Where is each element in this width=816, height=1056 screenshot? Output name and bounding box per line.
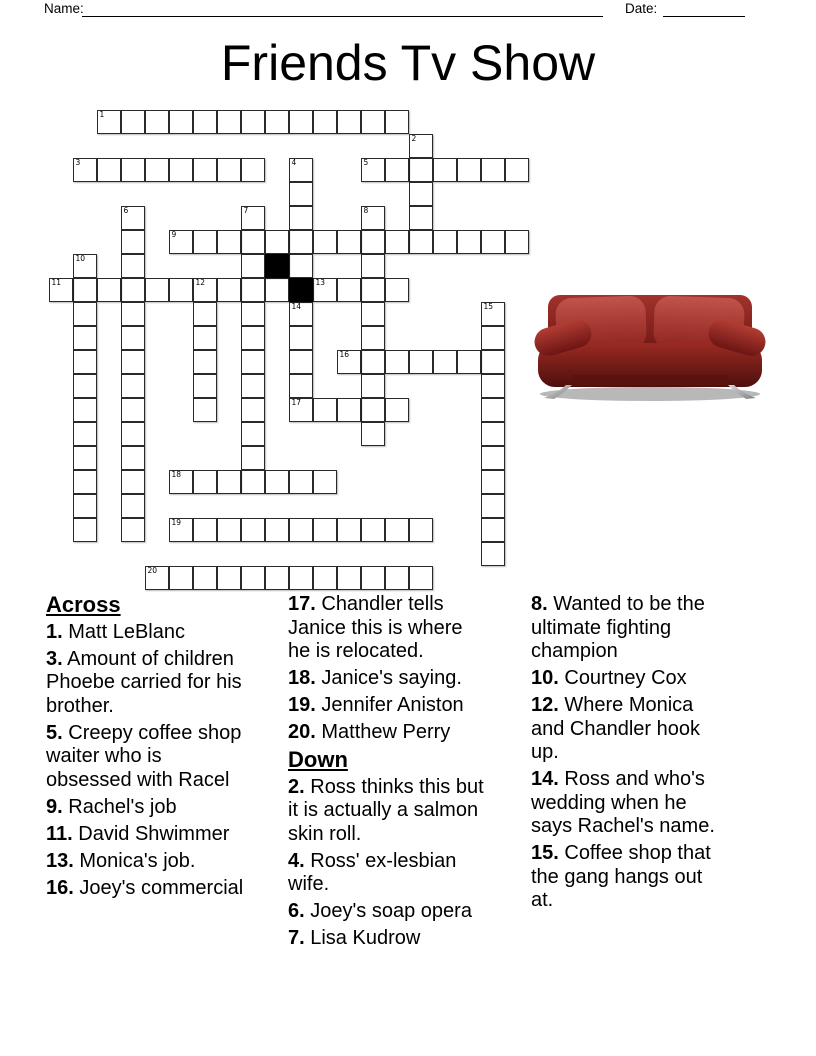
clue-item <box>46 722 246 793</box>
grid-cell[interactable] <box>73 302 97 326</box>
clue-number: 7. <box>288 927 305 949</box>
grid-cell[interactable] <box>121 494 145 518</box>
name-label: Name: <box>44 1 84 16</box>
grid-cell[interactable] <box>241 422 265 446</box>
grid-cell[interactable] <box>313 230 337 254</box>
grid-cell[interactable] <box>73 326 97 350</box>
grid-cell[interactable] <box>193 278 217 302</box>
grid-cell[interactable] <box>265 566 289 590</box>
grid-cell[interactable] <box>481 350 505 374</box>
grid-cell[interactable] <box>337 110 361 134</box>
clue-item <box>46 877 246 901</box>
grid-cell[interactable] <box>385 398 409 422</box>
clue-item <box>46 850 246 874</box>
clue-number: 6. <box>288 900 305 922</box>
grid-cell[interactable] <box>289 302 313 326</box>
grid-cell[interactable] <box>193 566 217 590</box>
grid-cell[interactable] <box>193 230 217 254</box>
grid-cell[interactable] <box>481 302 505 326</box>
grid-cell[interactable] <box>217 110 241 134</box>
grid-cell[interactable] <box>121 446 145 470</box>
clue-number: 2. <box>288 775 305 798</box>
grid-cell[interactable] <box>409 230 433 254</box>
clue-item <box>46 648 246 719</box>
clue-text: Wanted to be the ultimate fighting champion <box>531 593 705 662</box>
grid-cell[interactable] <box>385 278 409 302</box>
grid-cell[interactable] <box>313 398 337 422</box>
grid-cell[interactable] <box>289 158 313 182</box>
grid-cell[interactable] <box>337 398 361 422</box>
cell-number: 17 <box>291 398 302 407</box>
grid-cell[interactable] <box>169 230 193 254</box>
grid-cell[interactable] <box>121 326 145 350</box>
grid-cell[interactable] <box>241 158 265 182</box>
grid-cell[interactable] <box>289 470 313 494</box>
grid-cell[interactable] <box>97 278 121 302</box>
grid-cell[interactable] <box>265 110 289 134</box>
grid-cell[interactable] <box>73 422 97 446</box>
clue-text: Lisa Kudrow <box>304 927 421 949</box>
grid-cell[interactable] <box>361 158 385 182</box>
grid-cell[interactable] <box>481 326 505 350</box>
clue-text: Ross and who's wedding when he says Rachel's name. <box>531 768 715 837</box>
black-cell <box>265 254 289 278</box>
clues-column-3 <box>531 593 727 916</box>
grid-cell[interactable] <box>241 302 265 326</box>
grid-cell[interactable] <box>97 110 121 134</box>
grid-cell[interactable] <box>361 566 385 590</box>
grid-cell[interactable] <box>409 158 433 182</box>
clue-number: 14. <box>531 768 559 790</box>
cell-number: 4 <box>291 158 297 167</box>
grid-cell[interactable] <box>481 230 505 254</box>
grid-cell[interactable] <box>505 230 529 254</box>
clue-text: Monica's job. <box>73 849 196 872</box>
clue-item <box>531 667 727 691</box>
grid-cell[interactable] <box>121 374 145 398</box>
grid-cell[interactable] <box>409 350 433 374</box>
clue-item <box>288 694 490 718</box>
clue-item <box>46 823 246 847</box>
grid-cell[interactable] <box>289 518 313 542</box>
grid-cell[interactable] <box>241 254 265 278</box>
grid-cell[interactable] <box>481 374 505 398</box>
clue-item <box>288 900 490 924</box>
down-header: Down <box>288 747 348 772</box>
grid-cell[interactable] <box>241 374 265 398</box>
clue-text: Courtney Cox <box>558 667 687 689</box>
grid-cell[interactable] <box>337 350 361 374</box>
cell-number: 11 <box>51 278 62 287</box>
cell-number: 8 <box>363 206 369 215</box>
grid-cell[interactable] <box>145 278 169 302</box>
grid-cell[interactable] <box>265 518 289 542</box>
grid-cell[interactable] <box>193 470 217 494</box>
grid-cell[interactable] <box>361 422 385 446</box>
cell-number: 9 <box>171 230 177 239</box>
grid-cell[interactable] <box>409 518 433 542</box>
page-title: Friends Tv Show <box>220 35 596 91</box>
grid-cell[interactable] <box>385 350 409 374</box>
clue-item <box>288 721 490 745</box>
crossword-grid <box>49 110 529 590</box>
clue-item <box>288 776 490 847</box>
date-line[interactable] <box>663 0 745 17</box>
grid-cell[interactable] <box>409 182 433 206</box>
clue-item <box>531 768 727 839</box>
grid-cell[interactable] <box>433 158 457 182</box>
grid-cell[interactable] <box>313 566 337 590</box>
clue-text: Matthew Perry <box>315 721 451 743</box>
grid-cell[interactable] <box>241 518 265 542</box>
grid-cell[interactable] <box>481 422 505 446</box>
cell-number: 5 <box>363 158 369 167</box>
couch-front-strip <box>572 375 728 385</box>
grid-cell[interactable] <box>361 302 385 326</box>
grid-cell[interactable] <box>241 326 265 350</box>
grid-cell[interactable] <box>409 134 433 158</box>
grid-cell[interactable] <box>121 254 145 278</box>
clue-number: 1. <box>46 620 63 643</box>
grid-cell[interactable] <box>313 110 337 134</box>
grid-cell[interactable] <box>49 278 73 302</box>
cell-number: 20 <box>147 566 158 575</box>
date-label: Date: <box>625 1 658 16</box>
grid-cell[interactable] <box>289 350 313 374</box>
grid-cell[interactable] <box>241 350 265 374</box>
grid-cell[interactable] <box>217 278 241 302</box>
grid-cell[interactable] <box>193 374 217 398</box>
clue-number: 4. <box>288 849 305 872</box>
grid-cell[interactable] <box>385 230 409 254</box>
cell-number: 16 <box>339 350 350 359</box>
clue-text: Creepy coffee shop waiter who is obsessed with Racel <box>46 721 242 791</box>
grid-cell[interactable] <box>289 110 313 134</box>
grid-cell[interactable] <box>289 398 313 422</box>
clue-number: 13. <box>46 849 74 872</box>
clue-number: 15. <box>531 842 559 864</box>
grid-cell[interactable] <box>145 110 169 134</box>
grid-cell[interactable] <box>73 350 97 374</box>
grid-cell[interactable] <box>313 278 337 302</box>
grid-cell[interactable] <box>193 398 217 422</box>
grid-cell[interactable] <box>73 494 97 518</box>
grid-cell[interactable] <box>337 566 361 590</box>
grid-cell[interactable] <box>73 254 97 278</box>
grid-cell[interactable] <box>217 470 241 494</box>
grid-cell[interactable] <box>337 230 361 254</box>
grid-cell[interactable] <box>121 518 145 542</box>
grid-cell[interactable] <box>169 566 193 590</box>
cell-number: 13 <box>315 278 326 287</box>
clue-number: 10. <box>531 667 559 689</box>
clue-text: Ross thinks this but it is actually a salmon skin roll. <box>288 775 484 845</box>
clue-text: Chandler tells Janice this is where he is relocated. <box>288 593 463 662</box>
grid-cell[interactable] <box>145 158 169 182</box>
grid-cell[interactable] <box>121 302 145 326</box>
grid-cell[interactable] <box>121 422 145 446</box>
grid-cell[interactable] <box>217 158 241 182</box>
grid-cell[interactable] <box>193 326 217 350</box>
couch-shadow <box>540 387 760 401</box>
grid-cell[interactable] <box>169 110 193 134</box>
grid-cell[interactable] <box>73 278 97 302</box>
grid-cell[interactable] <box>457 350 481 374</box>
clue-number: 16. <box>46 876 74 899</box>
clue-number: 17. <box>288 593 316 615</box>
grid-cell[interactable] <box>169 278 193 302</box>
clue-number: 18. <box>288 667 316 689</box>
grid-cell[interactable] <box>481 470 505 494</box>
grid-cell[interactable] <box>217 230 241 254</box>
grid-cell[interactable] <box>289 182 313 206</box>
clue-text: Jennifer Aniston <box>315 694 464 716</box>
grid-cell[interactable] <box>289 374 313 398</box>
cell-number: 6 <box>123 206 129 215</box>
clue-number: 12. <box>531 694 559 716</box>
grid-cell[interactable] <box>409 566 433 590</box>
clue-item <box>288 927 490 951</box>
grid-cell[interactable] <box>265 278 289 302</box>
clue-item <box>531 842 727 913</box>
grid-cell[interactable] <box>385 518 409 542</box>
grid-cell[interactable] <box>385 110 409 134</box>
grid-cell[interactable] <box>409 206 433 230</box>
grid-cell[interactable] <box>481 398 505 422</box>
cell-number: 7 <box>243 206 249 215</box>
grid-cell[interactable] <box>145 566 169 590</box>
clue-item <box>288 667 490 691</box>
cell-number: 18 <box>171 470 182 479</box>
clue-number: 8. <box>531 593 548 615</box>
cell-number: 14 <box>291 302 302 311</box>
grid-cell[interactable] <box>481 518 505 542</box>
grid-cell[interactable] <box>433 350 457 374</box>
clue-number: 5. <box>46 721 63 744</box>
grid-cell[interactable] <box>73 398 97 422</box>
clue-text: Rachel's job <box>62 795 177 818</box>
grid-cell[interactable] <box>193 302 217 326</box>
grid-cell[interactable] <box>289 326 313 350</box>
grid-cell[interactable] <box>241 230 265 254</box>
grid-cell[interactable] <box>481 494 505 518</box>
grid-cell[interactable] <box>361 206 385 230</box>
cell-number: 10 <box>75 254 86 263</box>
grid-cell[interactable] <box>121 206 145 230</box>
grid-cell[interactable] <box>169 158 193 182</box>
grid-cell[interactable] <box>121 278 145 302</box>
cell-number: 15 <box>483 302 494 311</box>
clue-item <box>288 593 490 664</box>
grid-cell[interactable] <box>289 230 313 254</box>
cell-number: 12 <box>195 278 206 287</box>
grid-cell[interactable] <box>265 230 289 254</box>
grid-cell[interactable] <box>169 518 193 542</box>
grid-cell[interactable] <box>121 350 145 374</box>
clue-item <box>531 593 727 664</box>
clue-number: 11. <box>46 822 73 845</box>
grid-cell[interactable] <box>217 518 241 542</box>
grid-cell[interactable] <box>385 158 409 182</box>
grid-cell[interactable] <box>241 566 265 590</box>
grid-cell[interactable] <box>121 398 145 422</box>
clue-text: Ross' ex-lesbian wife. <box>288 849 457 895</box>
grid-cell[interactable] <box>241 398 265 422</box>
grid-cell[interactable] <box>457 158 481 182</box>
clue-text: Joey's commercial <box>73 876 244 899</box>
cell-number: 1 <box>99 110 105 119</box>
couch-image <box>532 287 769 405</box>
clue-number: 9. <box>46 795 63 818</box>
grid-cell[interactable] <box>121 470 145 494</box>
clues-column-1 <box>46 593 246 904</box>
grid-cell[interactable] <box>193 110 217 134</box>
clues-column-2 <box>288 593 490 954</box>
grid-cell[interactable] <box>313 518 337 542</box>
grid-cell[interactable] <box>193 158 217 182</box>
grid-cell[interactable] <box>121 230 145 254</box>
grid-cell[interactable] <box>193 518 217 542</box>
clue-number: 19. <box>288 694 316 716</box>
black-cell <box>289 278 313 302</box>
grid-cell[interactable] <box>385 566 409 590</box>
clue-item <box>46 796 246 820</box>
grid-cell[interactable] <box>169 470 193 494</box>
clue-text: Janice's saying. <box>315 667 462 689</box>
grid-cell[interactable] <box>73 158 97 182</box>
grid-cell[interactable] <box>97 158 121 182</box>
grid-cell[interactable] <box>361 254 385 278</box>
grid-cell[interactable] <box>361 398 385 422</box>
cell-number: 19 <box>171 518 182 527</box>
clue-text: Where Monica and Chandler hook up. <box>531 694 701 763</box>
cell-number: 2 <box>411 134 417 143</box>
grid-cell[interactable] <box>289 206 313 230</box>
grid-cell[interactable] <box>481 542 505 566</box>
clue-text: Coffee shop that the gang hangs out at. <box>531 842 711 911</box>
grid-cell[interactable] <box>241 278 265 302</box>
clue-number: 20. <box>288 721 316 743</box>
grid-cell[interactable] <box>73 374 97 398</box>
grid-cell[interactable] <box>505 158 529 182</box>
grid-cell[interactable] <box>361 326 385 350</box>
grid-cell[interactable] <box>73 518 97 542</box>
clue-item <box>288 850 490 897</box>
grid-cell[interactable] <box>241 470 265 494</box>
across-header: Across <box>46 592 121 617</box>
clue-text: Joey's soap opera <box>304 900 472 922</box>
grid-cell[interactable] <box>361 374 385 398</box>
clue-text: Matt LeBlanc <box>62 620 185 643</box>
grid-cell[interactable] <box>241 206 265 230</box>
grid-cell[interactable] <box>241 110 265 134</box>
grid-cell[interactable] <box>457 230 481 254</box>
grid-cell[interactable] <box>361 350 385 374</box>
grid-cell[interactable] <box>289 254 313 278</box>
grid-cell[interactable] <box>217 566 241 590</box>
grid-cell[interactable] <box>337 518 361 542</box>
grid-cell[interactable] <box>193 350 217 374</box>
grid-cell[interactable] <box>241 446 265 470</box>
grid-cell[interactable] <box>337 278 361 302</box>
clue-number: 3. <box>46 647 63 670</box>
grid-cell[interactable] <box>121 110 145 134</box>
grid-cell[interactable] <box>481 158 505 182</box>
grid-cell[interactable] <box>73 470 97 494</box>
grid-cell[interactable] <box>121 158 145 182</box>
grid-cell[interactable] <box>361 230 385 254</box>
grid-cell[interactable] <box>265 470 289 494</box>
grid-cell[interactable] <box>481 446 505 470</box>
grid-cell[interactable] <box>73 446 97 470</box>
grid-cell[interactable] <box>361 110 385 134</box>
clue-item <box>46 621 246 645</box>
grid-cell[interactable] <box>313 470 337 494</box>
grid-cell[interactable] <box>361 518 385 542</box>
grid-cell[interactable] <box>433 230 457 254</box>
clue-text: David Shwimmer <box>72 822 230 845</box>
grid-cell[interactable] <box>289 566 313 590</box>
clue-item <box>531 694 727 765</box>
grid-cell[interactable] <box>361 278 385 302</box>
cell-number: 3 <box>75 158 81 167</box>
clue-text: Amount of children Phoebe carried for his brother. <box>46 647 242 717</box>
name-line[interactable] <box>82 0 603 17</box>
